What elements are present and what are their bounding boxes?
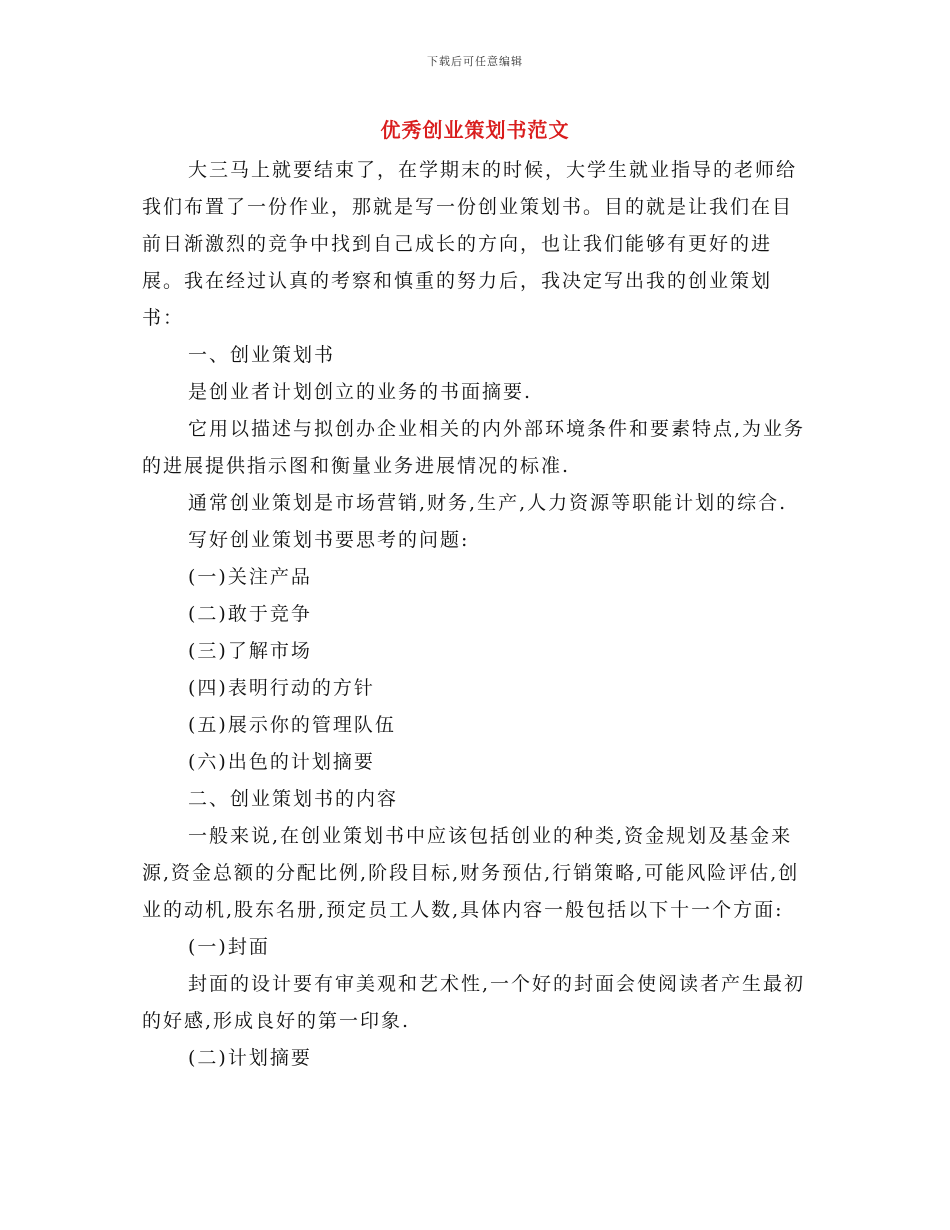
- paragraph: 它用以描述与拟创办企业相关的内外部环境条件和要素特点,为业务的进展提供指示图和衡量业务进展情况的标准.: [142, 418, 806, 477]
- paragraph: 写好创业策划书要思考的问题:: [188, 529, 470, 551]
- header-note: 下载后可任意编辑: [427, 55, 523, 68]
- document-title: 优秀创业策划书范文: [380, 118, 570, 142]
- list-item: (二)计划摘要: [188, 1047, 312, 1069]
- list-item: (五)展示你的管理队伍: [188, 714, 396, 736]
- list-item: (三)了解市场: [188, 640, 312, 662]
- list-item: (六)出色的计划摘要: [188, 751, 375, 773]
- section-heading: 一、创业策划书: [188, 344, 336, 366]
- list-item: (四)表明行动的方针: [188, 677, 375, 699]
- list-item: (一)关注产品: [188, 566, 312, 588]
- paragraph: 通常创业策划是市场营销,财务,生产,人力资源等职能计划的综合.: [188, 492, 788, 514]
- paragraph: 大三马上就要结束了，在学期末的时候，大学生就业指导的老师给我们布置了一份作业，那就是写一份创业策划书。目的就是让我们在目前日渐激烈的竞争中找到自己成长的方向，也让我们能够有更好的进展。我在经过认真的考察和慎重的努力后，我决定写出我的创业策划书：: [142, 159, 798, 329]
- paragraph: 一般来说,在创业策划书中应该包括创业的种类,资金规划及基金来源,资金总额的分配比例,阶段目标,财务预估,行销策略,可能风险评估,创业的动机,股东名册,预定员工人数,具体内容一般包括以下十一个方面:: [142, 825, 800, 921]
- list-item: (一)封面: [188, 936, 270, 958]
- paragraph: 是创业者计划创立的业务的书面摘要.: [188, 381, 533, 403]
- document-body: [142, 152, 810, 1077]
- paragraph: 封面的设计要有审美观和艺术性,一个好的封面会使阅读者产生最初的好感,形成良好的第一印象.: [142, 973, 806, 1032]
- list-item: (二)敢于竞争: [188, 603, 312, 625]
- section-heading: 二、创业策划书的内容: [188, 788, 399, 810]
